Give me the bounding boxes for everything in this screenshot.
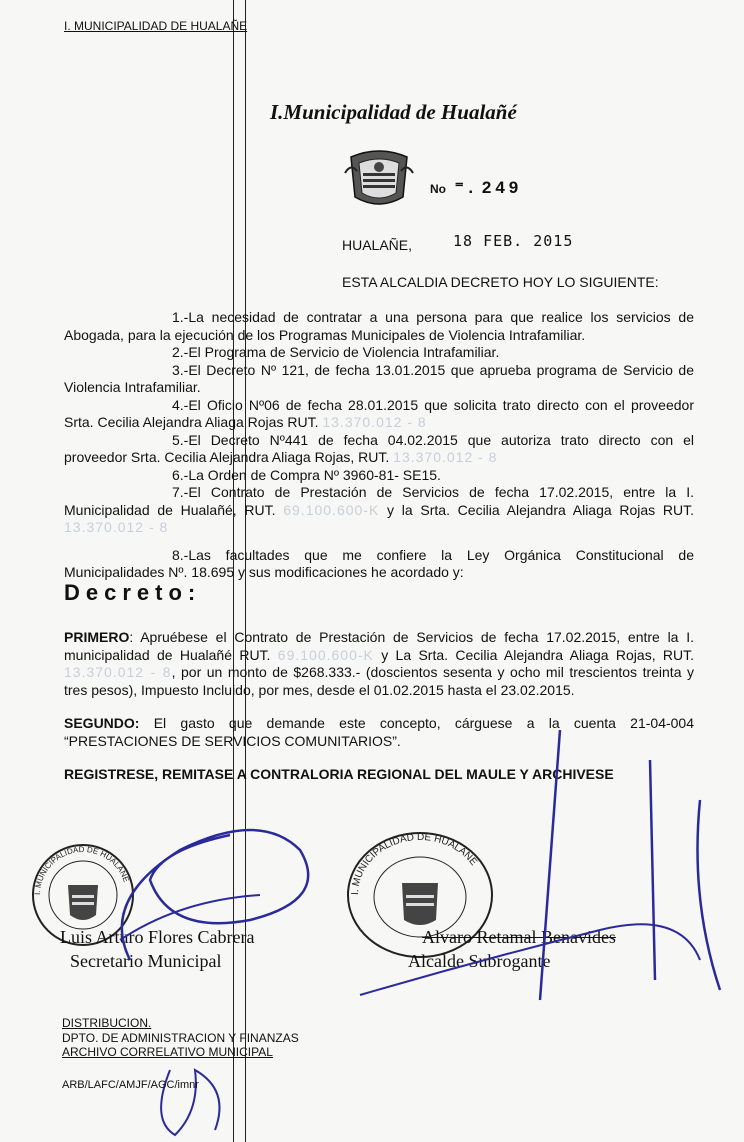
consideration-3: 3.-El Decreto Nº 121, de fecha 13.01.2015 que aprueba programa de Servicio de Violencia Intrafamiliar.	[64, 361, 694, 395]
mayor-role: Alcalde Subrogante	[408, 951, 551, 971]
distribution-line-1: DPTO. DE ADMINISTRACION Y FINANZAS	[62, 1030, 299, 1045]
decreto-heading: Decreto:	[64, 580, 202, 605]
number-prefix: No	[430, 182, 446, 196]
svg-text:I. MUNICIPALIDAD DE HUALAÑE	[33, 845, 131, 895]
consideration-7: 7.-El Contrato de Prestación de Servicios de fecha 17.02.2015, entre la I. Municipalidad de Hualañé, RUT. 69.100.600-K y la Srta. Cecilia Alejandra Aliaga Rojas RUT. 13.370.012 - 8	[64, 484, 695, 535]
registrese-line: REGISTRESE, REMITASE A CONTRALORIA REGIONAL DEL MAULE Y ARCHIVESE	[64, 766, 614, 782]
distribution-block	[62, 1016, 299, 1060]
primero-section: PRIMERO: Apruébese el Contrato de Prestación de Servicios de fecha 17.02.2015, entre la I. municipalidad de Hualañé RUT. 69.100.600-K y La Srta. Cecilia Alejandra Aliaga Rojas, RUT. 13.370.012 - 8, por un monto de $268.333.- (doscientos sesenta y ocho mil trescientos treinta y tres pesos), Impuesto Incluido, por mes, desde el 01.02.2015 hasta el 23.02.2015.	[64, 629, 695, 698]
number-mark: ⁼ .	[454, 178, 474, 197]
redacted-rut: 69.100.600-K	[283, 501, 380, 518]
redacted-rut: 13.370.012 - 8	[64, 664, 172, 680]
mayor-name: Alvaro Retamal Benavides	[422, 927, 616, 947]
decree-intro: ESTA ALCALDIA DECRETO HOY LO SIGUIENTE:	[342, 274, 659, 290]
redacted-rut: 69.100.600-K	[277, 646, 374, 663]
primero-label: PRIMERO	[64, 629, 130, 645]
consideration-8: 8.-Las facultades que me confiere la Ley Orgánica Constitucional de Municipalidades Nº. 18.695 y sus modificaciones he acordado y:	[64, 546, 694, 580]
city-label: HUALAÑE,	[342, 237, 413, 253]
consideration-1: 1.-La necesidad de contratar a una persona para que realice los servicios de Abogada, para la ejecución de los Programas Municipales de Violencia Intrafamiliar.	[64, 309, 694, 343]
distribution-line-2: ARCHIVO CORRELATIVO MUNICIPAL	[62, 1045, 273, 1059]
redacted-rut: 13.370.012 - 8	[393, 449, 498, 465]
consideration-2: 2.-El Programa de Servicio de Violencia Intrafamiliar.	[172, 344, 500, 360]
institution-header: I. MUNICIPALIDAD DE HUALAÑE	[64, 19, 248, 33]
stamp-left-text: I. MUNICIPALIDAD DE HUALAÑE	[32, 844, 131, 896]
number-value: 249	[481, 178, 523, 197]
redacted-rut: 13.370.012 - 8	[322, 414, 427, 430]
date-stamp: 18 FEB. 2015	[453, 232, 574, 250]
svg-text:I. MUNICIPALIDAD DE HUALAÑE	[350, 832, 479, 895]
decree-number	[430, 178, 522, 198]
secretary-role: Secretario Municipal	[70, 951, 222, 971]
document-title: I.Municipalidad de Hualañé	[270, 100, 517, 124]
segundo-section: SEGUNDO: El gasto que demande este concepto, cárguese a la cuenta 21-04-004 “PRESTACIONES DE SERVICIOS COMUNITARIOS”.	[64, 715, 695, 749]
distribution-title: DISTRIBUCION.	[62, 1016, 152, 1030]
consideration-4: 4.-El Oficio Nº06 de fecha 28.01.2015 que solicita trato directo con el proveedor Srta. Cecilia Alejandra Aliaga Rojas RUT. 13.370.012 - 8	[64, 396, 694, 430]
municipal-crest-icon	[343, 143, 415, 211]
consideration-6: 6.-La Orden de Compra Nº 3960-81- SE15.	[172, 466, 441, 483]
considerations-block	[64, 309, 694, 582]
redacted-rut: 13.370.012 - 8	[64, 519, 169, 535]
initials: ARB/LAFC/AMJF/AGC/imnr	[62, 1079, 199, 1091]
segundo-label: SEGUNDO:	[64, 715, 140, 731]
secretary-name: Luis Arturo Flores Cabrera	[60, 927, 255, 947]
left-signature-block	[60, 925, 254, 973]
stamp-right-text: I. MUNICIPALIDAD DE HUALAÑE	[349, 831, 480, 896]
right-signature-block	[408, 925, 616, 973]
consideration-5: 5.-El Decreto Nº441 de fecha 04.02.2015 que autoriza trato directo con el proveedor Srta. Cecilia Alejandra Aliaga Rojas, RUT. 13.370.012 - 8	[64, 431, 694, 465]
